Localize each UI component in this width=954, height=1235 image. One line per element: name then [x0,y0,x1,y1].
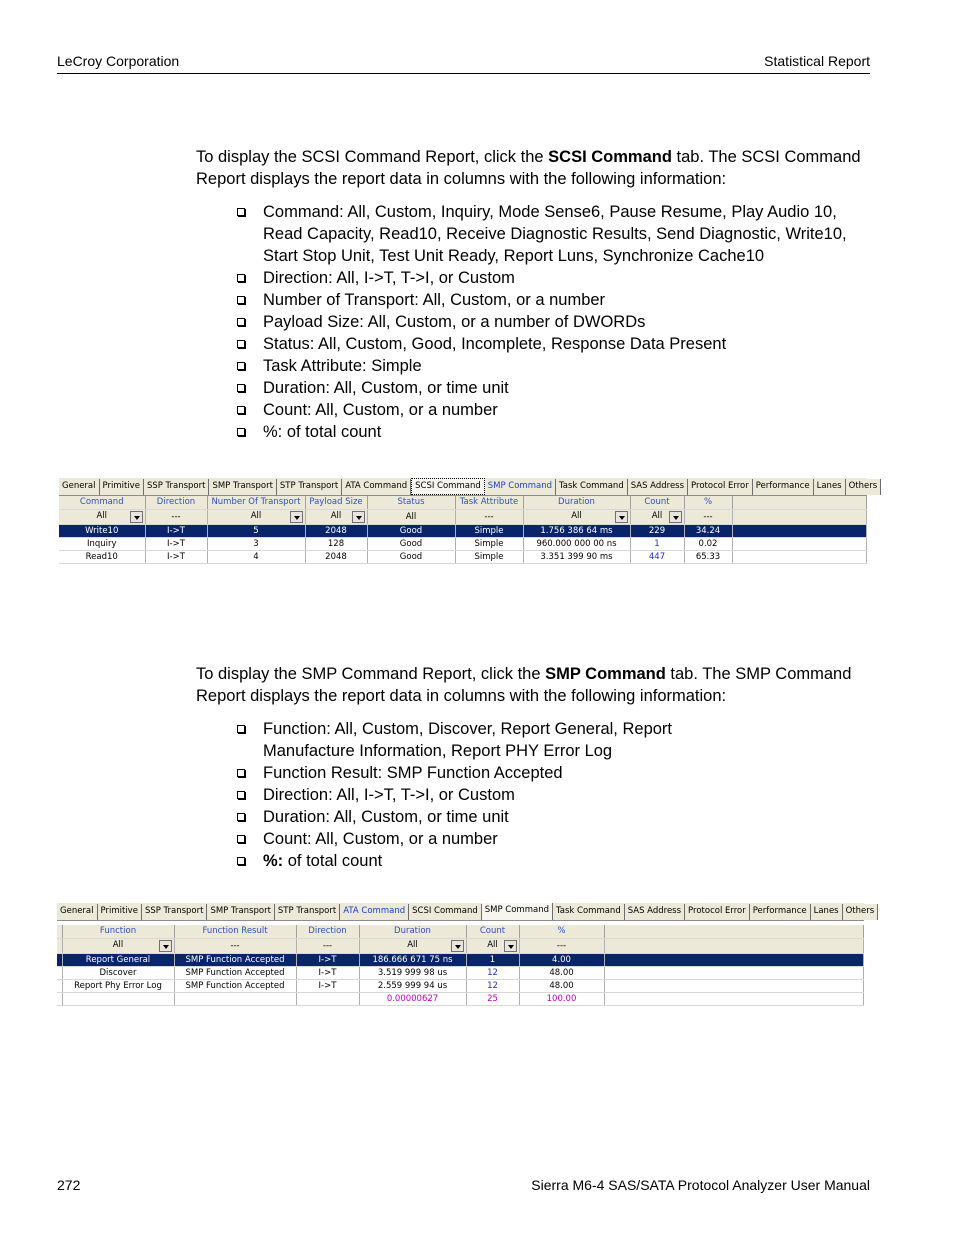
tab-stp-transport[interactable]: STP Transport [275,904,340,920]
cell: Simple [455,550,523,563]
empty-cell [732,496,867,509]
bullet-text: Duration: All, Custom, or time unit [263,379,509,397]
list-item [237,718,687,762]
tab-task-command[interactable]: Task Command [553,904,625,920]
filter-value: All [571,510,582,521]
list-item [237,784,687,806]
scsi-report-table [59,496,867,564]
cell: 229 [630,524,684,537]
cell: 1.756 386 64 ms [523,524,630,537]
cell: I->T [296,979,359,992]
cell: 4.00 [519,953,604,966]
cell: Report General [62,953,174,966]
list-item [237,355,877,377]
bullet-text: Count: All, Custom, or a number [263,830,498,848]
cell: Simple [455,524,523,537]
cell: I->T [296,953,359,966]
cell: 186.666 671 75 ns [359,953,466,966]
checkbox-bullet-icon [237,274,245,282]
dropdown-arrow-icon[interactable] [159,940,172,952]
filter-task-attribute: --- [455,509,523,524]
tab-sas-address[interactable]: SAS Address [625,904,685,920]
checkbox-bullet-icon [237,813,245,821]
tab-lanes[interactable]: Lanes [811,904,843,920]
footer-manual-title: Sierra M6-4 SAS/SATA Protocol Analyzer User Manual [531,1177,870,1193]
total-duration: 0.00000627 [359,992,466,1005]
tab-general[interactable]: General [57,904,98,920]
cell: 2048 [305,524,367,537]
checkbox-bullet-icon [237,791,245,799]
tab-smp-transport[interactable]: SMP Transport [207,904,274,920]
column-header[interactable]: Payload Size [305,496,367,509]
dropdown-arrow-icon[interactable] [669,511,682,523]
list-item [237,850,687,872]
scsi-intro-bold: SCSI Command [548,148,672,166]
column-header[interactable]: Task Attribute [455,496,523,509]
dropdown-arrow-icon[interactable] [504,940,517,952]
filter-value: All [96,510,108,521]
cell [174,992,296,1005]
filter-percent: --- [519,938,604,953]
filter-direction: --- [296,938,359,953]
report-tab-bar [59,478,878,496]
column-header[interactable]: Direction [145,496,207,509]
cell: SMP Function Accepted [174,966,296,979]
smp-intro-text: To display the SMP Command Report, click the [196,665,546,683]
table-header-row [59,496,867,509]
cell: 2.559 999 94 us [359,979,466,992]
empty-cell [732,509,867,524]
cell: 5 [207,524,305,537]
list-item [237,377,877,399]
cell: Inquiry [59,537,145,550]
page-number: 272 [57,1177,81,1193]
cell: Write10 [59,524,145,537]
filter-value: All [112,939,124,950]
tab-smp-transport[interactable]: SMP Transport [209,479,276,495]
bullet-text: Task Attribute: Simple [263,357,422,375]
filter-duration[interactable] [359,938,466,953]
smp-intro-text-after: tab. The SMP Command Report displays the report data in columns with the following information: [196,665,852,705]
filter-count[interactable] [466,938,519,953]
cell: 4 [207,550,305,563]
scsi-bullet-list [237,201,877,443]
filter-status[interactable]: All [367,509,455,524]
list-item [237,289,877,311]
tab-lanes[interactable]: Lanes [814,479,846,495]
table-row[interactable] [59,537,867,550]
checkbox-bullet-icon [237,428,245,436]
cell: 1 [630,537,684,550]
scsi-intro-paragraph [196,146,876,190]
checkbox-bullet-icon [237,769,245,777]
tab-primitive[interactable]: Primitive [98,904,142,920]
dropdown-arrow-icon[interactable] [290,511,303,523]
checkbox-bullet-icon [237,340,245,348]
empty-cell [604,992,864,1005]
column-header[interactable]: Status [367,496,455,509]
checkbox-bullet-icon [237,725,245,733]
filter-direction: --- [145,509,207,524]
smp-intro-paragraph [196,663,876,707]
column-header[interactable]: Duration [359,925,466,938]
filter-value: All [487,939,498,950]
header-section-title: Statistical Report [764,53,870,69]
cell: SMP Function Accepted [174,953,296,966]
filter-value: All [330,510,342,521]
filter-count[interactable] [630,509,684,524]
bullet-text: Status: All, Custom, Good, Incomplete, Response Data Present [263,335,727,353]
scsi-intro-text-after: tab. The SCSI Command Report displays the report data in columns with the following information: [196,148,861,188]
tab-smp-command[interactable]: SMP Command [482,903,553,920]
filter-duration[interactable] [523,509,630,524]
cell: 447 [630,550,684,563]
bullet-text: Number of Transport: All, Custom, or a number [263,291,606,309]
empty-cell [732,524,867,537]
bullet-text: of total count [283,852,383,870]
table-row[interactable] [59,550,867,563]
filter-payload[interactable] [305,509,367,524]
cell: 960.000 000 00 ns [523,537,630,550]
tab-ssp-transport[interactable]: SSP Transport [144,479,210,495]
column-header[interactable]: Duration [523,496,630,509]
checkbox-bullet-icon [237,857,245,865]
list-item [237,806,687,828]
cell: 48.00 [519,966,604,979]
cell: 34.24 [684,524,732,537]
empty-cell [604,966,864,979]
empty-cell [604,938,864,953]
checkbox-bullet-icon [237,296,245,304]
header-company: LeCroy Corporation [57,53,180,69]
checkbox-bullet-icon [237,835,245,843]
checkbox-bullet-icon [237,384,245,392]
dropdown-arrow-icon[interactable] [352,511,365,523]
cell: Good [367,550,455,563]
cell: 12 [466,979,519,992]
total-percent: 100.00 [519,992,604,1005]
cell [62,992,174,1005]
list-item [237,267,877,289]
table-row[interactable] [57,979,864,992]
cell: Simple [455,537,523,550]
empty-cell [732,537,867,550]
tab-others[interactable]: Others [846,479,882,495]
bullet-text: Direction: All, I->T, T->I, or Custom [263,786,515,804]
cell: 1 [466,953,519,966]
list-item [237,201,877,267]
table-row[interactable] [59,524,867,537]
dropdown-arrow-icon[interactable] [615,511,628,523]
filter-transport[interactable] [207,509,305,524]
filter-function[interactable] [62,938,174,953]
cell: Read10 [59,550,145,563]
cell: I->T [145,524,207,537]
filter-percent: --- [684,509,732,524]
column-header[interactable]: Count [630,496,684,509]
cell: Discover [62,966,174,979]
cell [296,992,359,1005]
list-item [237,421,877,443]
tab-general[interactable]: General [59,479,100,495]
smp-report-table [57,925,864,1006]
tab-performance[interactable]: Performance [753,479,814,495]
list-item [237,399,877,421]
column-header[interactable]: Command [59,496,145,509]
filter-command[interactable] [59,509,145,524]
dropdown-arrow-icon[interactable] [130,511,143,523]
table-row[interactable] [57,966,864,979]
table-header-row [57,925,864,938]
cell: 3.519 999 98 us [359,966,466,979]
cell: 65.33 [684,550,732,563]
cell: 48.00 [519,979,604,992]
tab-primitive[interactable]: Primitive [100,479,144,495]
tab-scsi-command[interactable]: SCSI Command [409,904,482,920]
tab-others[interactable]: Others [843,904,879,920]
filter-function-result: --- [174,938,296,953]
cell: 3.351 399 90 ms [523,550,630,563]
cell: 128 [305,537,367,550]
list-item [237,762,687,784]
cell: 3 [207,537,305,550]
smp-bullet-list [237,718,687,872]
cell: 2048 [305,550,367,563]
column-header[interactable]: Count [466,925,519,938]
tab-stp-transport[interactable]: STP Transport [277,479,342,495]
checkbox-bullet-icon [237,406,245,414]
scsi-command-report [59,478,878,570]
list-item [237,828,687,850]
total-count: 25 [466,992,519,1005]
cell: SMP Function Accepted [174,979,296,992]
list-item [237,333,877,355]
cell: Report Phy Error Log [62,979,174,992]
bullet-text: Duration: All, Custom, or time unit [263,808,509,826]
empty-cell [732,550,867,563]
filter-row [59,509,867,524]
filter-value: All [407,939,418,950]
filter-row [57,938,864,953]
bullet-text: Count: All, Custom, or a number [263,401,498,419]
checkbox-bullet-icon [237,208,245,216]
bullet-text: %: of total count [263,423,382,441]
tab-task-command[interactable]: Task Command [556,479,628,495]
empty-cell [604,979,864,992]
tab-scsi-command[interactable]: SCSI Command [411,478,485,495]
cell: I->T [296,966,359,979]
bullet-text: Direction: All, I->T, T->I, or Custom [263,269,515,287]
cell: Good [367,524,455,537]
smp-command-report [57,903,875,1008]
tab-smp-command[interactable]: SMP Command [485,479,556,495]
tab-ata-command[interactable]: ATA Command [342,479,411,495]
cell: I->T [145,550,207,563]
bullet-text: Function: All, Custom, Discover, Report General, Report Manufacture Information, Report PHY Error Log [263,720,673,760]
tab-protocol-error[interactable]: Protocol Error [688,479,753,495]
scsi-intro-text: To display the SCSI Command Report, click the [196,148,549,166]
checkbox-bullet-icon [237,318,245,326]
tab-sas-address[interactable]: SAS Address [628,479,688,495]
bullet-text: Payload Size: All, Custom, or a number of DWORDs [263,313,646,331]
tab-performance[interactable]: Performance [750,904,811,920]
filter-value: All [250,510,262,521]
cell: I->T [145,537,207,550]
smp-intro-bold: SMP Command [545,665,666,683]
list-item [237,311,877,333]
column-header[interactable]: % [519,925,604,938]
column-header[interactable]: Function [62,925,174,938]
filter-value: All [651,510,663,521]
report-tab-bar [57,903,875,921]
column-header[interactable]: Direction [296,925,359,938]
totals-row [57,992,864,1005]
checkbox-bullet-icon [237,362,245,370]
tab-protocol-error[interactable]: Protocol Error [685,904,750,920]
bullet-text: Command: All, Custom, Inquiry, Mode Sense6, Pause Resume, Play Audio 10, Read Capacity, Read10, Receive Diagnostic Results, Send Diagnostic, Write10, Start Stop Unit, Test Unit Ready, Report Luns, Synchronize Cache10 [263,203,847,265]
bullet-text: Function Result: SMP Function Accepted [263,764,563,782]
column-header[interactable]: % [684,496,732,509]
bullet-bold-text: %: [263,852,284,870]
column-header[interactable]: Function Result [174,925,296,938]
cell: 12 [466,966,519,979]
tab-ata-command[interactable]: ATA Command [340,904,409,920]
header-rule [57,73,870,74]
table-row[interactable] [57,953,864,966]
column-header[interactable]: Number Of Transport [207,496,305,509]
empty-cell [604,925,864,938]
dropdown-arrow-icon[interactable] [451,940,464,952]
cell: 0.02 [684,537,732,550]
cell: Good [367,537,455,550]
tab-ssp-transport[interactable]: SSP Transport [142,904,208,920]
empty-cell [604,953,864,966]
